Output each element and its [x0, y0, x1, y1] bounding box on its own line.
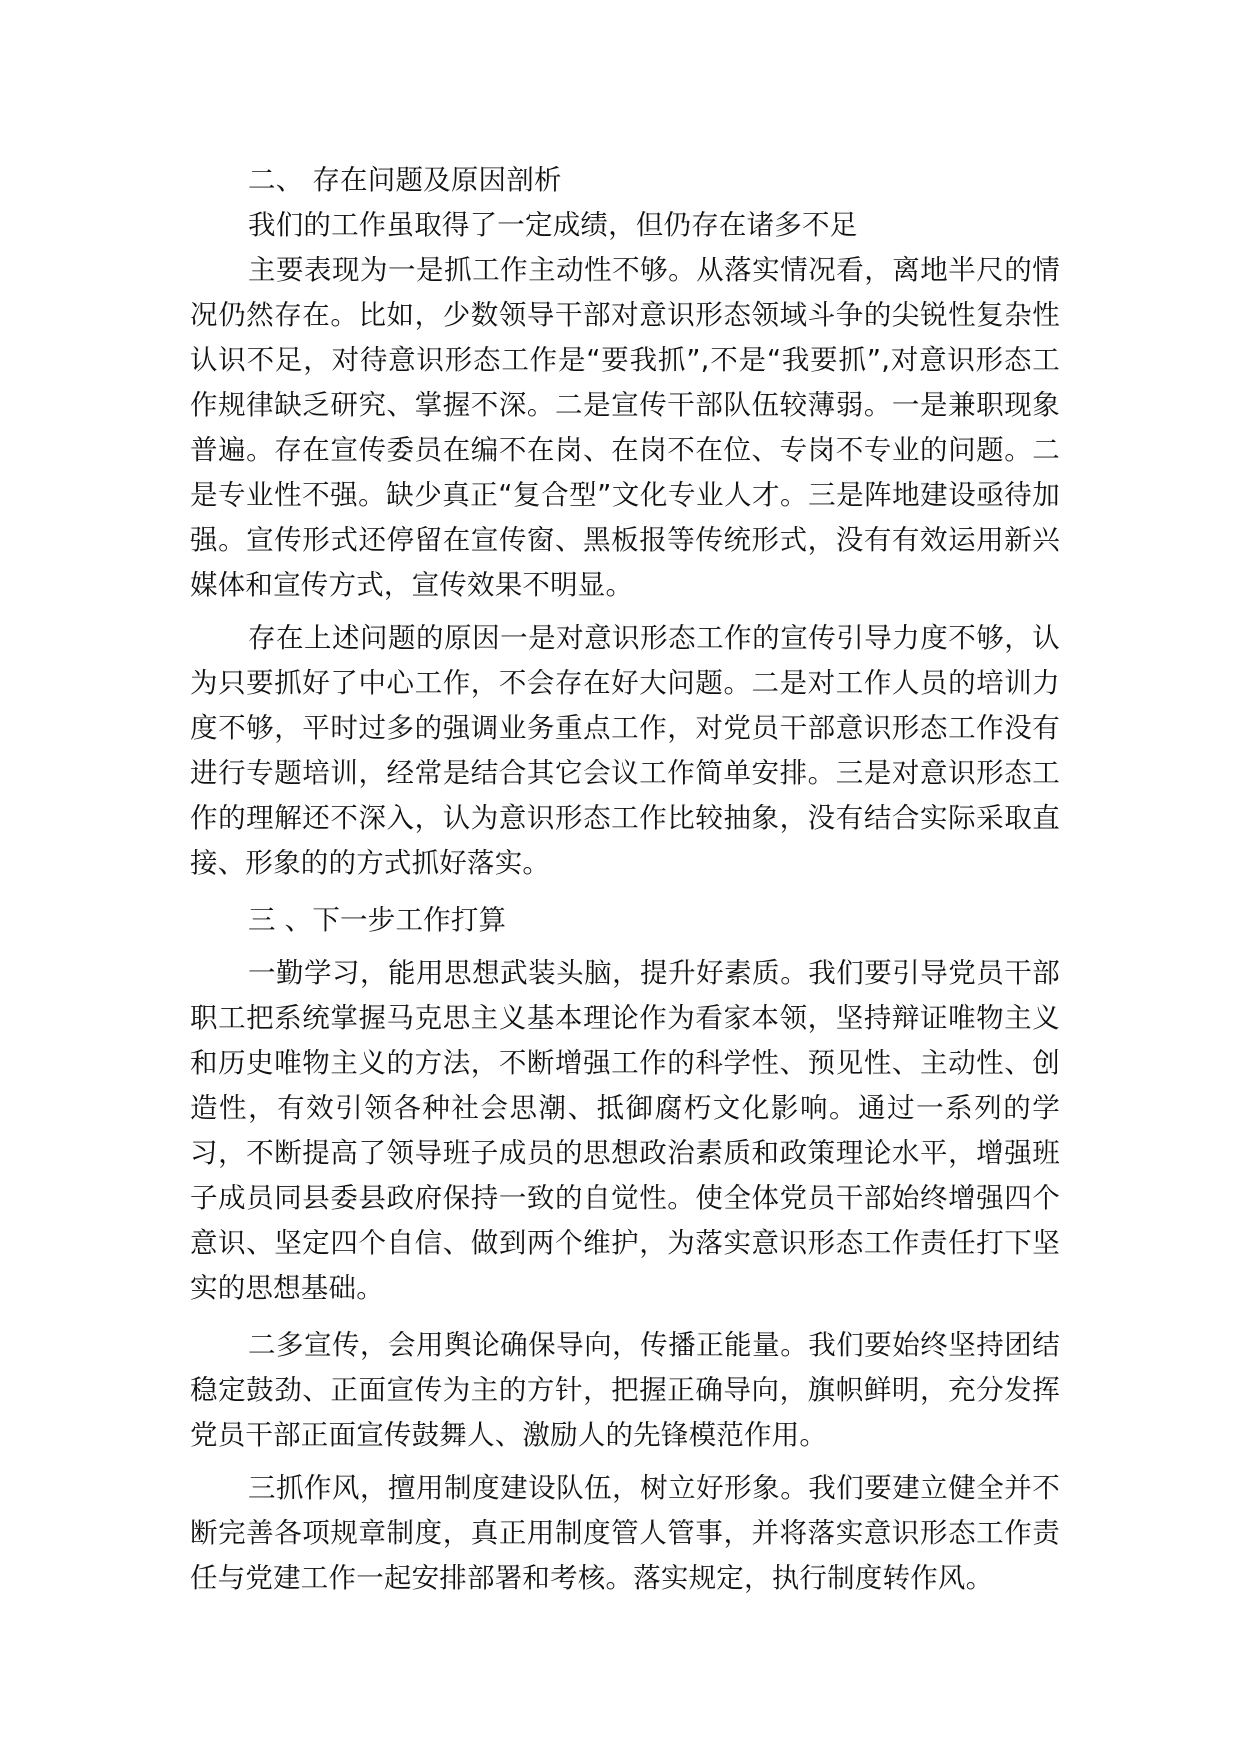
section-heading-next-steps: 三 、下一步工作打算 [248, 904, 507, 936]
paragraph-publicity: 二多宣传，会用舆论确保导向，传播正能量。我们要始终坚持团结稳定鼓劲、正面宣传为主的方针，把握正确导向，旗帜鲜明，充分发挥党员干部正面宣传鼓舞人、激励人的先锋模范作用。 [190, 1329, 1060, 1451]
paragraph-main-problems: 主要表现为一是抓工作主动性不够。从落实情况看，离地半尺的情况仍然存在。比如，少数领导干部对意识形态领域斗争的尖锐性复杂性认识不足，对待意识形态工作是“要我抓”,不是“我要抓”,对意识形态工作规律缺乏研究、掌握不深。二是宣传干部队伍较薄弱。一是兼职现象普遍。存在宣传委员在编不在岗、在岗不在位、专岗不专业的问题。二是专业性不强。缺少真正“复合型”文化专业人才。三是阵地建设亟待加强。宣传形式还停留在宣传窗、黑板报等传统形式，没有有效运用新兴媒体和宣传方式，宣传效果不明显。 [190, 254, 1060, 601]
document-body [190, 158, 1060, 1601]
paragraph-causes: 存在上述问题的原因一是对意识形态工作的宣传引导力度不够，认为只要抓好了中心工作，不会存在好大问题。二是对工作人员的培训力度不够，平时过多的强调业务重点工作，对党员干部意识形态工作没有进行专题培训，经常是结合其它会议工作简单安排。三是对意识形态工作的理解还不深入，认为意识形态工作比较抽象，没有结合实际采取直接、形象的的方式抓好落实。 [190, 622, 1060, 879]
paragraph-work-style: 三抓作风，擅用制度建设队伍，树立好形象。我们要建立健全并不断完善各项规章制度，真正用制度管人管事，并将落实意识形态工作责任与党建工作一起安排部署和考核。落实规定，执行制度转作风。 [190, 1472, 1060, 1594]
paragraph-study: 一勤学习，能用思想武装头脑，提升好素质。我们要引导党员干部职工把系统掌握马克思主义基本理论作为看家本领，坚持辩证唯物主义和历史唯物主义的方法，不断增强工作的科学性、预见性、主动性、创造性，有效引领各种社会思潮、抵御腐朽文化影响。通过一系列的学习，不断提高了领导班子成员的思想政治素质和政策理论水平，增强班子成员同县委县政府保持一致的自觉性。使全体党员干部始终增强四个意识、坚定四个自信、做到两个维护，为落实意识形态工作责任打下坚实的思想基础。 [190, 957, 1060, 1304]
section-heading-problems: 二、 存在问题及原因剖析 [248, 164, 562, 196]
paragraph-intro: 我们的工作虽取得了一定成绩，但仍存在诸多不足 [248, 209, 858, 241]
